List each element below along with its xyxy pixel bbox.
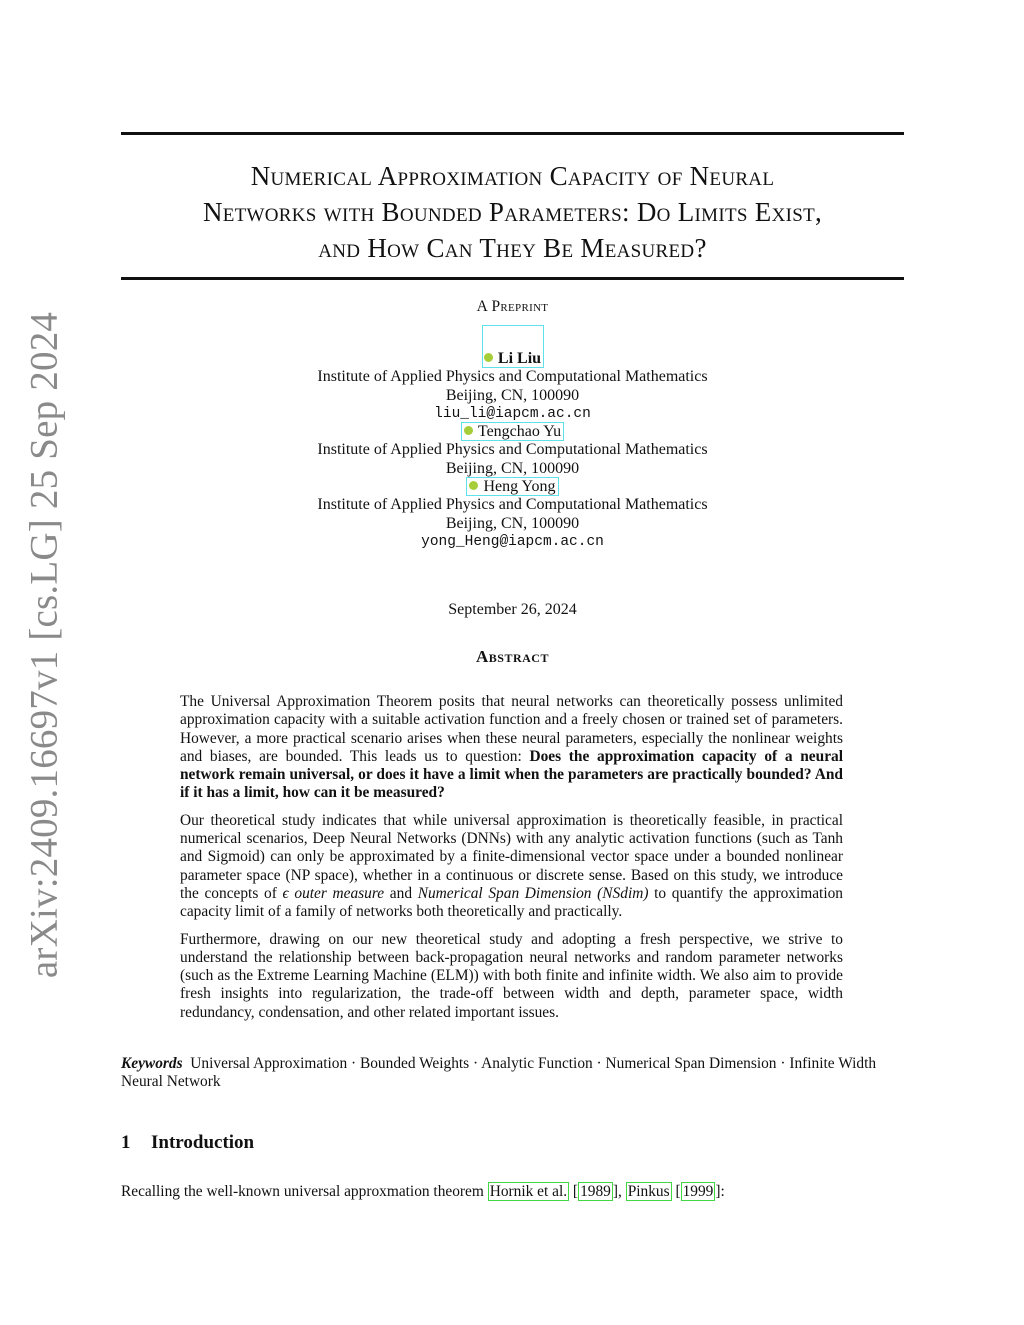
section-heading bbox=[121, 1132, 254, 1154]
section-number: 1 bbox=[121, 1132, 131, 1153]
title-line-3: and How Can They Be Measured? bbox=[318, 233, 707, 263]
author-1-location: Beijing, CN, 100090 bbox=[445, 386, 580, 404]
author-2-affiliation: Institute of Applied Physics and Computational Mathematics bbox=[317, 441, 708, 459]
abstract-paragraph-1: The Universal Approximation Theorem posits that neural networks can theoretically possess unlimited approximation capacity with a suitable activation function and a freely chosen or trained set of parameters. However, a more practical scenario arises when these neural parameters, especially the nonlinear weights and biases, are bounded. This leads us to question: Does the approximation capacity of a neural network remain universal, or does it have a limit when the parameters are practically bounded? And if it has a limit, how can it be measured? bbox=[180, 693, 843, 802]
title-bottom-rule bbox=[121, 277, 904, 280]
author-3-email[interactable]: yong_Heng@iapcm.ac.cn bbox=[421, 533, 604, 550]
author-3 bbox=[121, 478, 904, 496]
intro-paragraph: Recalling the well-known universal approxmation theorem Hornik et al. [ 1989 ], Pinkus [ 1999 ]: bbox=[121, 1183, 725, 1200]
citation-link-hornik-year[interactable]: 1989 bbox=[580, 1183, 611, 1200]
preprint-label: A Preprint bbox=[476, 298, 549, 315]
author-block bbox=[121, 350, 904, 551]
title-line-1: Numerical Approximation Capacity of Neural bbox=[250, 161, 775, 191]
keywords-label: Keywords bbox=[121, 1055, 183, 1072]
keywords-text: Universal Approximation · Bounded Weights · Analytic Function · Numerical Span Dimension · Infinite Width Neural Network bbox=[121, 1055, 877, 1091]
author-1-email[interactable]: liu_li@iapcm.ac.cn bbox=[434, 405, 591, 422]
paper-title bbox=[121, 158, 904, 266]
keywords bbox=[121, 1055, 904, 1092]
arxiv-stamp: arXiv:2409.16697v1 [cs.LG] 25 Sep 2024 bbox=[22, 311, 66, 979]
author-2 bbox=[121, 423, 904, 441]
author-3-location: Beijing, CN, 100090 bbox=[445, 514, 580, 532]
author-3-name[interactable]: Heng Yong bbox=[483, 478, 556, 496]
title-line-2: Networks with Bounded Parameters: Do Limits Exist, bbox=[202, 197, 823, 227]
abstract-body bbox=[180, 693, 843, 1031]
title-top-rule bbox=[121, 132, 904, 135]
author-2-name[interactable]: Tengchao Yu bbox=[477, 423, 562, 441]
section-title: Introduction bbox=[151, 1132, 255, 1153]
abstract-paragraph-3: Furthermore, drawing on our new theoretical study and adopting a fresh perspective, we strive to understand the relationship between back-propagation neural networks and random parameter networks (such as the Extreme Learning Machine (ELM)) with both finite and infinite width. We also aim to provide fresh insights into regularization, the trade-off between width and depth, parameter space, width redundancy, condensation, and other related important issues. bbox=[180, 930, 843, 1021]
paper-date: September 26, 2024 bbox=[448, 601, 577, 618]
abstract-paragraph-2: Our theoretical study indicates that while universal approximation is theoretically feasible, in practical numerical scenarios, Deep Neural Networks (DNNs) with any analytic activation functions (such as Tanh and Sigmoid) can only be approximated by a finite-dimensional vector space under a bounded nonlinear parameter space (NP space), whether in a continuous or discrete sense. Based on this study, we introduce the concepts of ϵ outer measure and Numerical Span Dimension (NSdim) to quantify the approximation capacity limit of a family of networks both theoretically and practically. bbox=[180, 811, 843, 921]
author-3-affiliation: Institute of Applied Physics and Computational Mathematics bbox=[317, 496, 708, 514]
citation-link-hornik[interactable]: Hornik et al. bbox=[489, 1183, 568, 1200]
author-1-name[interactable]: Li Liu bbox=[497, 350, 542, 367]
author-1 bbox=[121, 350, 904, 368]
author-1-affiliation: Institute of Applied Physics and Computational Mathematics bbox=[317, 368, 708, 386]
orcid-icon[interactable] bbox=[469, 481, 478, 490]
author-2-location: Beijing, CN, 100090 bbox=[445, 459, 580, 477]
author-2-link[interactable] bbox=[461, 422, 564, 441]
orcid-icon[interactable] bbox=[464, 426, 473, 435]
author-3-link[interactable] bbox=[466, 477, 558, 496]
citation-link-pinkus[interactable]: Pinkus bbox=[627, 1183, 670, 1200]
abstract-heading: Abstract bbox=[476, 647, 549, 666]
citation-link-pinkus-year[interactable]: 1999 bbox=[682, 1183, 714, 1200]
orcid-icon[interactable] bbox=[484, 353, 493, 362]
